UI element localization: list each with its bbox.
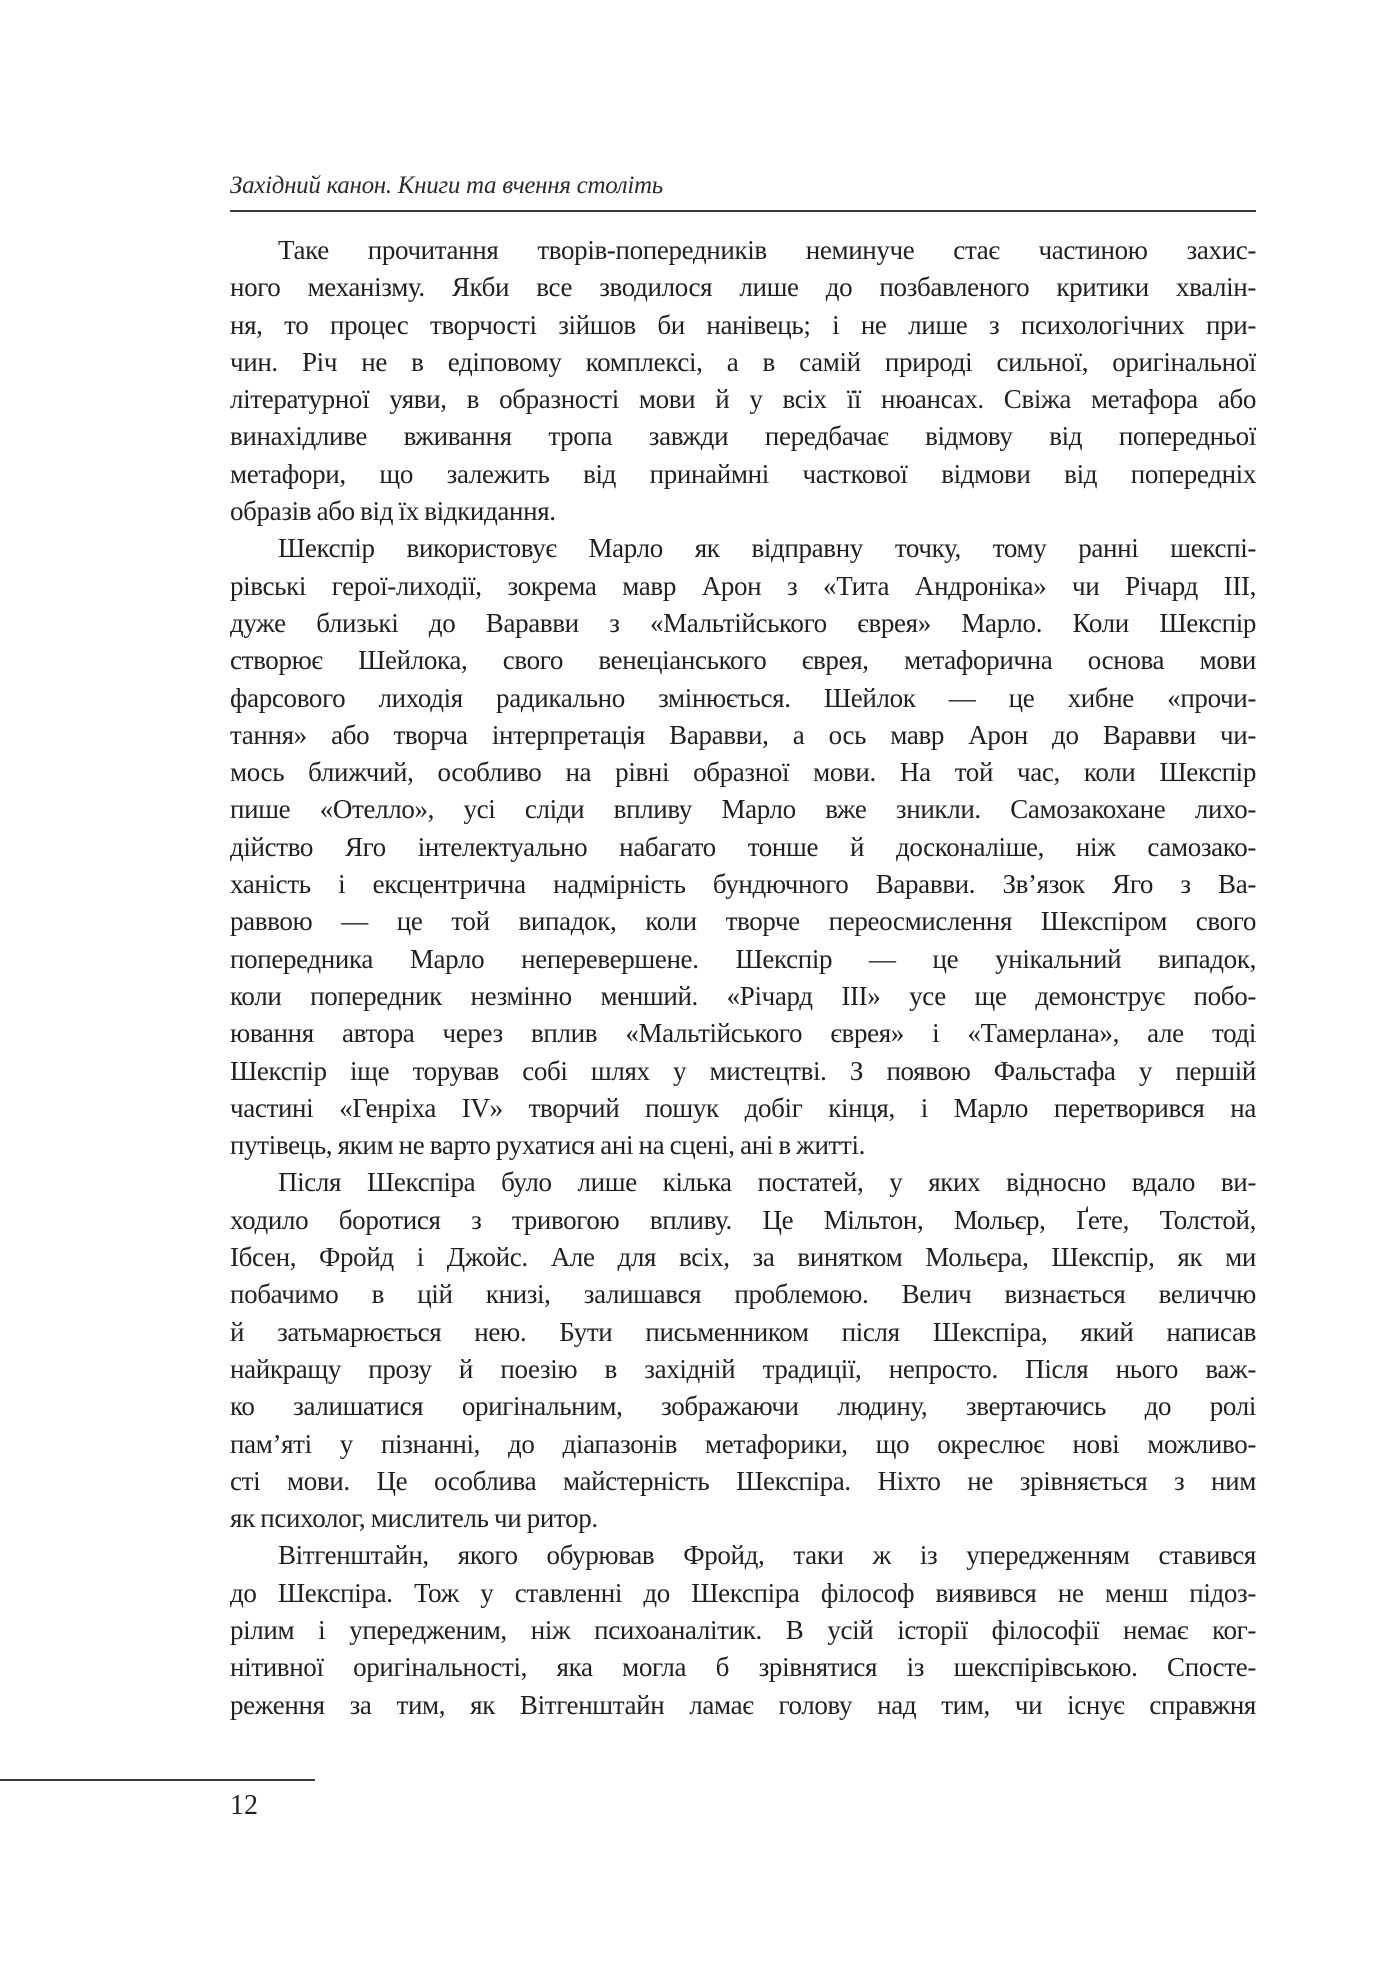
text-line: фарсового лиходія радикально змінюється. Шейлок — це хибне «прочи- bbox=[230, 682, 1256, 713]
text-line: й затьмарюється нею. Бути письменником після Шекспіра, який написав bbox=[230, 1316, 1256, 1347]
text-line: реження за тим, як Вітгенштайн ламає голову над тим, чи існує справжня bbox=[230, 1689, 1256, 1720]
text-line: раввою — це той випадок, коли творче переосмислення Шекспіром свого bbox=[230, 906, 1256, 937]
text-line: чин. Річ не в едіповому комплексі, а в самій природі сильної, оригінальної bbox=[230, 346, 1256, 377]
paragraph bbox=[230, 1537, 1256, 1723]
text-line: ня, то процес творчості зійшов би нанівець; і не лише з психологічних при- bbox=[230, 309, 1256, 340]
text-line: рівські герої-лиходії, зокрема мавр Арон з «Тита Андроніка» чи Річард III, bbox=[230, 570, 1256, 601]
text-line: сті мови. Це особлива майстерність Шекспіра. Ніхто не зрівняється з ним bbox=[230, 1465, 1256, 1496]
text-line: дійство Яго інтелектуально набагато тонше й досконаліше, ніж самозако- bbox=[230, 831, 1256, 862]
text-line: образів або від їх відкидання. bbox=[230, 496, 556, 527]
text-line: до Шекспіра. Тож у ставленні до Шекспіра філософ виявився не менш підоз- bbox=[230, 1577, 1256, 1608]
text-line: частині «Генріха IV» творчий пошук добіг кінця, і Марло перетворився на bbox=[230, 1092, 1256, 1123]
paragraph bbox=[230, 530, 1256, 1164]
text-line: путівець, яким не варто рухатися ані на сцені, ані в житті. bbox=[230, 1130, 866, 1161]
paragraph bbox=[230, 1164, 1256, 1537]
text-line: ювання автора через вплив «Мальтійського єврея» і «Тамерлана», але тоді bbox=[230, 1018, 1256, 1049]
paragraph bbox=[230, 232, 1256, 530]
text-line: створює Шейлока, свого венеціанського єврея, метафорична основа мови bbox=[230, 645, 1256, 676]
running-head: Західний канон. Книги та вчення століть bbox=[230, 172, 663, 199]
text-line: найкращу прозу й поезію в західній традиції, непросто. Після нього важ- bbox=[230, 1353, 1256, 1384]
text-line: пам’яті у пізнанні, до діапазонів метафорики, що окреслює нові можливо- bbox=[230, 1428, 1256, 1459]
footer-rule bbox=[0, 1779, 315, 1781]
text-line: Після Шекспіра було лише кілька постатей, у яких відносно вдало ви- bbox=[278, 1167, 1256, 1198]
text-line: метафори, що залежить від принаймні часткової відмови від попередніх bbox=[230, 458, 1256, 489]
text-line: пише «Отелло», усі сліди впливу Марло вже зникли. Самозакохане лихо- bbox=[230, 794, 1256, 825]
text-line: Шекспір іще торував собі шлях у мистецтві. З появою Фальстафа у першій bbox=[230, 1055, 1256, 1086]
text-line: винахідливе вживання тропа завжди передбачає відмову від попередньої bbox=[230, 421, 1256, 452]
page-number: 12 bbox=[230, 1790, 258, 1821]
text-line: літературної уяви, в образності мови й у всіх її нюансах. Свіжа метафора або bbox=[230, 384, 1256, 415]
text-line: Шекспір використовує Марло як відправну точку, тому ранні шекспі- bbox=[278, 533, 1256, 564]
header-rule bbox=[230, 210, 1256, 212]
text-line: коли попередник незмінно менший. «Річард III» усе ще демонструє побо- bbox=[230, 980, 1256, 1011]
text-line: дуже близькі до Варавви з «Мальтійського єврея» Марло. Коли Шекспір bbox=[230, 607, 1256, 638]
text-line: нітивної оригінальності, яка могла б зрівнятися із шекспірівською. Спосте- bbox=[230, 1652, 1256, 1683]
text-line: Таке прочитання творів-попередників неминуче стає частиною захис- bbox=[278, 235, 1256, 265]
text-line: як психолог, мислитель чи ритор. bbox=[230, 1503, 598, 1534]
text-line: Ібсен, Фройд і Джойс. Але для всіх, за винятком Мольєра, Шекспір, як ми bbox=[230, 1242, 1256, 1273]
text-line: побачимо в цій книзі, залишався проблемою. Велич визнається величчю bbox=[230, 1279, 1256, 1310]
text-line: попередника Марло неперевершене. Шекспір — це унікальний випадок, bbox=[230, 943, 1256, 974]
text-line: ходило боротися з тривогою впливу. Це Мільтон, Мольєр, Ґете, Толстой, bbox=[230, 1204, 1256, 1235]
text-line: рілим і упередженим, ніж психоаналітик. В усій історії філософії немає ког- bbox=[230, 1614, 1256, 1645]
text-line: мось ближчий, особливо на рівні образної мови. На той час, коли Шекспір bbox=[230, 757, 1256, 788]
text-line: ханість і ексцентрична надмірність бундючного Варавви. Зв’язок Яго з Ва- bbox=[230, 869, 1256, 900]
body-text bbox=[230, 232, 1256, 1724]
text-line: Вітгенштайн, якого обурював Фройд, таки ж із упередженням ставився bbox=[278, 1540, 1256, 1571]
text-line: ного механізму. Якби все зводилося лише до позбавленого критики хвалін- bbox=[230, 272, 1256, 303]
text-line: ко залишатися оригінальним, зображаючи людину, звертаючись до ролі bbox=[230, 1391, 1256, 1422]
text-line: тання» або творча інтерпретація Варавви, а ось мавр Арон до Варавви чи- bbox=[230, 719, 1256, 750]
